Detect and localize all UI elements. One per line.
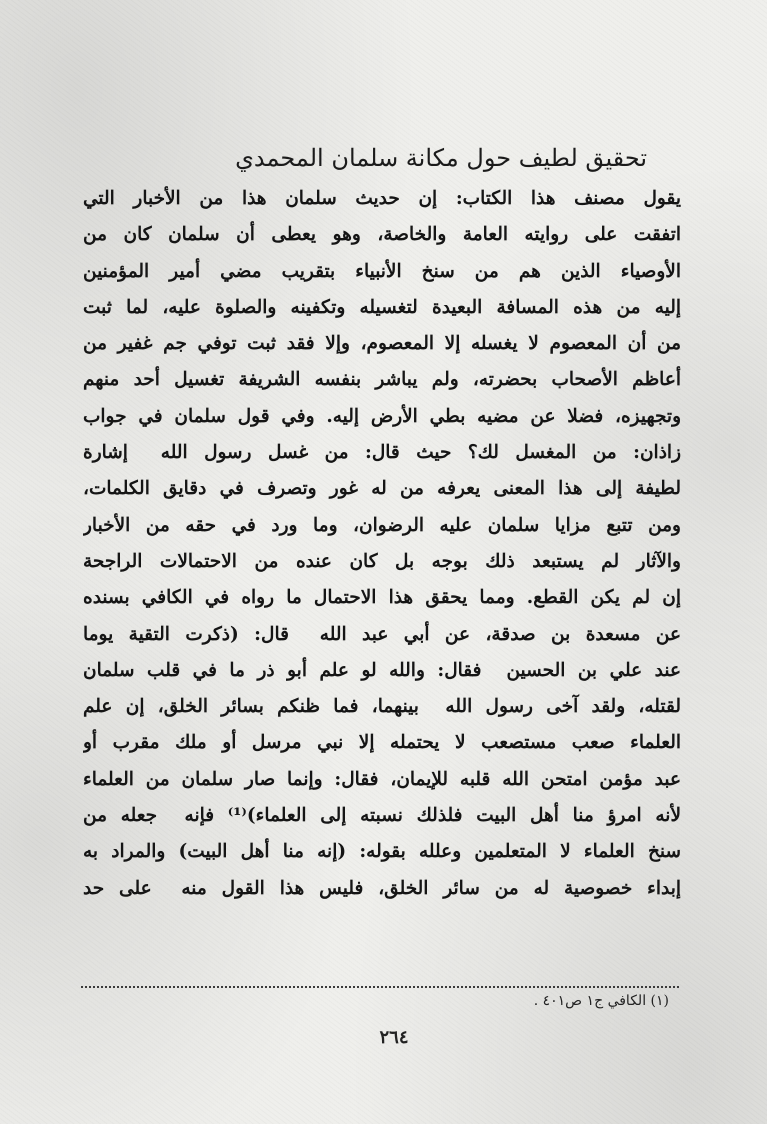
- text-line: عند علي بن الحسين ‏ فقال: والله لو علم أبو ذر ما في قلب سلمان: [83, 659, 681, 681]
- text-line: العلماء صعب مستصعب لا يحتمله إلا نبي مرسل أو ملك مقرب أو: [83, 732, 681, 754]
- text-line: زاذان: من المغسل لك؟ حيث قال: من غسل رسول الله ‏ إشارة: [83, 442, 681, 464]
- text-line: يقول مصنف هذا الكتاب: إن حديث سلمان هذا من الأخبار التي: [83, 188, 681, 209]
- text-line: اتفقت على روايته العامة والخاصة، وهو يعطى أن سلمان كان من: [83, 224, 681, 246]
- text-line: ومن تتبع مزايا سلمان عليه الرضوان، وما ورد في حقه من الأخبار: [83, 514, 681, 536]
- text-line: لطيفة إلى هذا المعنى يعرفه من له غور وتصرف في دقايق الكلمات،: [83, 478, 681, 500]
- footnote: (١) الكافي ج١ ص٤٠١ .: [533, 993, 669, 1009]
- text-line: سنخ العلماء لا المتعلمين وعلله بقوله: (إنه منا أهل البيت) والمراد به: [83, 841, 681, 863]
- running-header: تحقيق لطيف حول مكانة سلمان المحمدي: [235, 144, 647, 172]
- text-line: عبد مؤمن امتحن الله قلبه للإيمان، فقال: وإنما صار سلمان من العلماء: [83, 768, 681, 790]
- body-text: [83, 181, 681, 907]
- text-line: عن مسعدة بن صدقة، عن أبي عبد الله ‏ قال: (ذكرت التقية يوما: [83, 623, 681, 645]
- text-line: لقتله، ولقد آخى رسول الله ‏ بينهما، فما ظنكم بسائر الخلق، إن علم: [83, 696, 681, 718]
- text-line: وتجهيزه، فضلا عن مضيه بطي الأرض إليه. وفي قول سلمان في جواب: [83, 405, 681, 427]
- page-number: ٢٦٤: [379, 1027, 409, 1048]
- text-line: والآثار لم يستبعد ذلك بوجه بل كان عنده من الاحتمالات الراجحة: [83, 550, 681, 572]
- text-line: إليه من هذه المسافة البعيدة لتغسيله وتكفينه والصلوة عليه، لما ثبت: [83, 296, 681, 318]
- text-line: إبداء خصوصية له من سائر الخلق، فليس هذا القول منه ‏ على حد: [83, 877, 681, 899]
- text-line: إن لم يكن القطع. ومما يحقق هذا الاحتمال ما رواه في الكافي بسنده: [83, 587, 681, 609]
- text-line: لأنه امرؤ منا أهل البيت فلذلك نسبته إلى العلماء)⁽¹⁾ فإنه ‏ جعله من: [83, 805, 681, 827]
- text-line: أعاظم الأصحاب بحضرته، ولم يباشر بنفسه الشريفة تغسيل أحد منهم: [83, 369, 681, 391]
- footnote-divider: [81, 986, 679, 988]
- text-line: الأوصياء الذين هم من سنخ الأنبياء بتقريب مضي أمير المؤمنين‏: [83, 260, 681, 282]
- text-line: من أن المعصوم لا يغسله إلا المعصوم، وإلا فقد ثبت توفي جم غفير من: [83, 333, 681, 355]
